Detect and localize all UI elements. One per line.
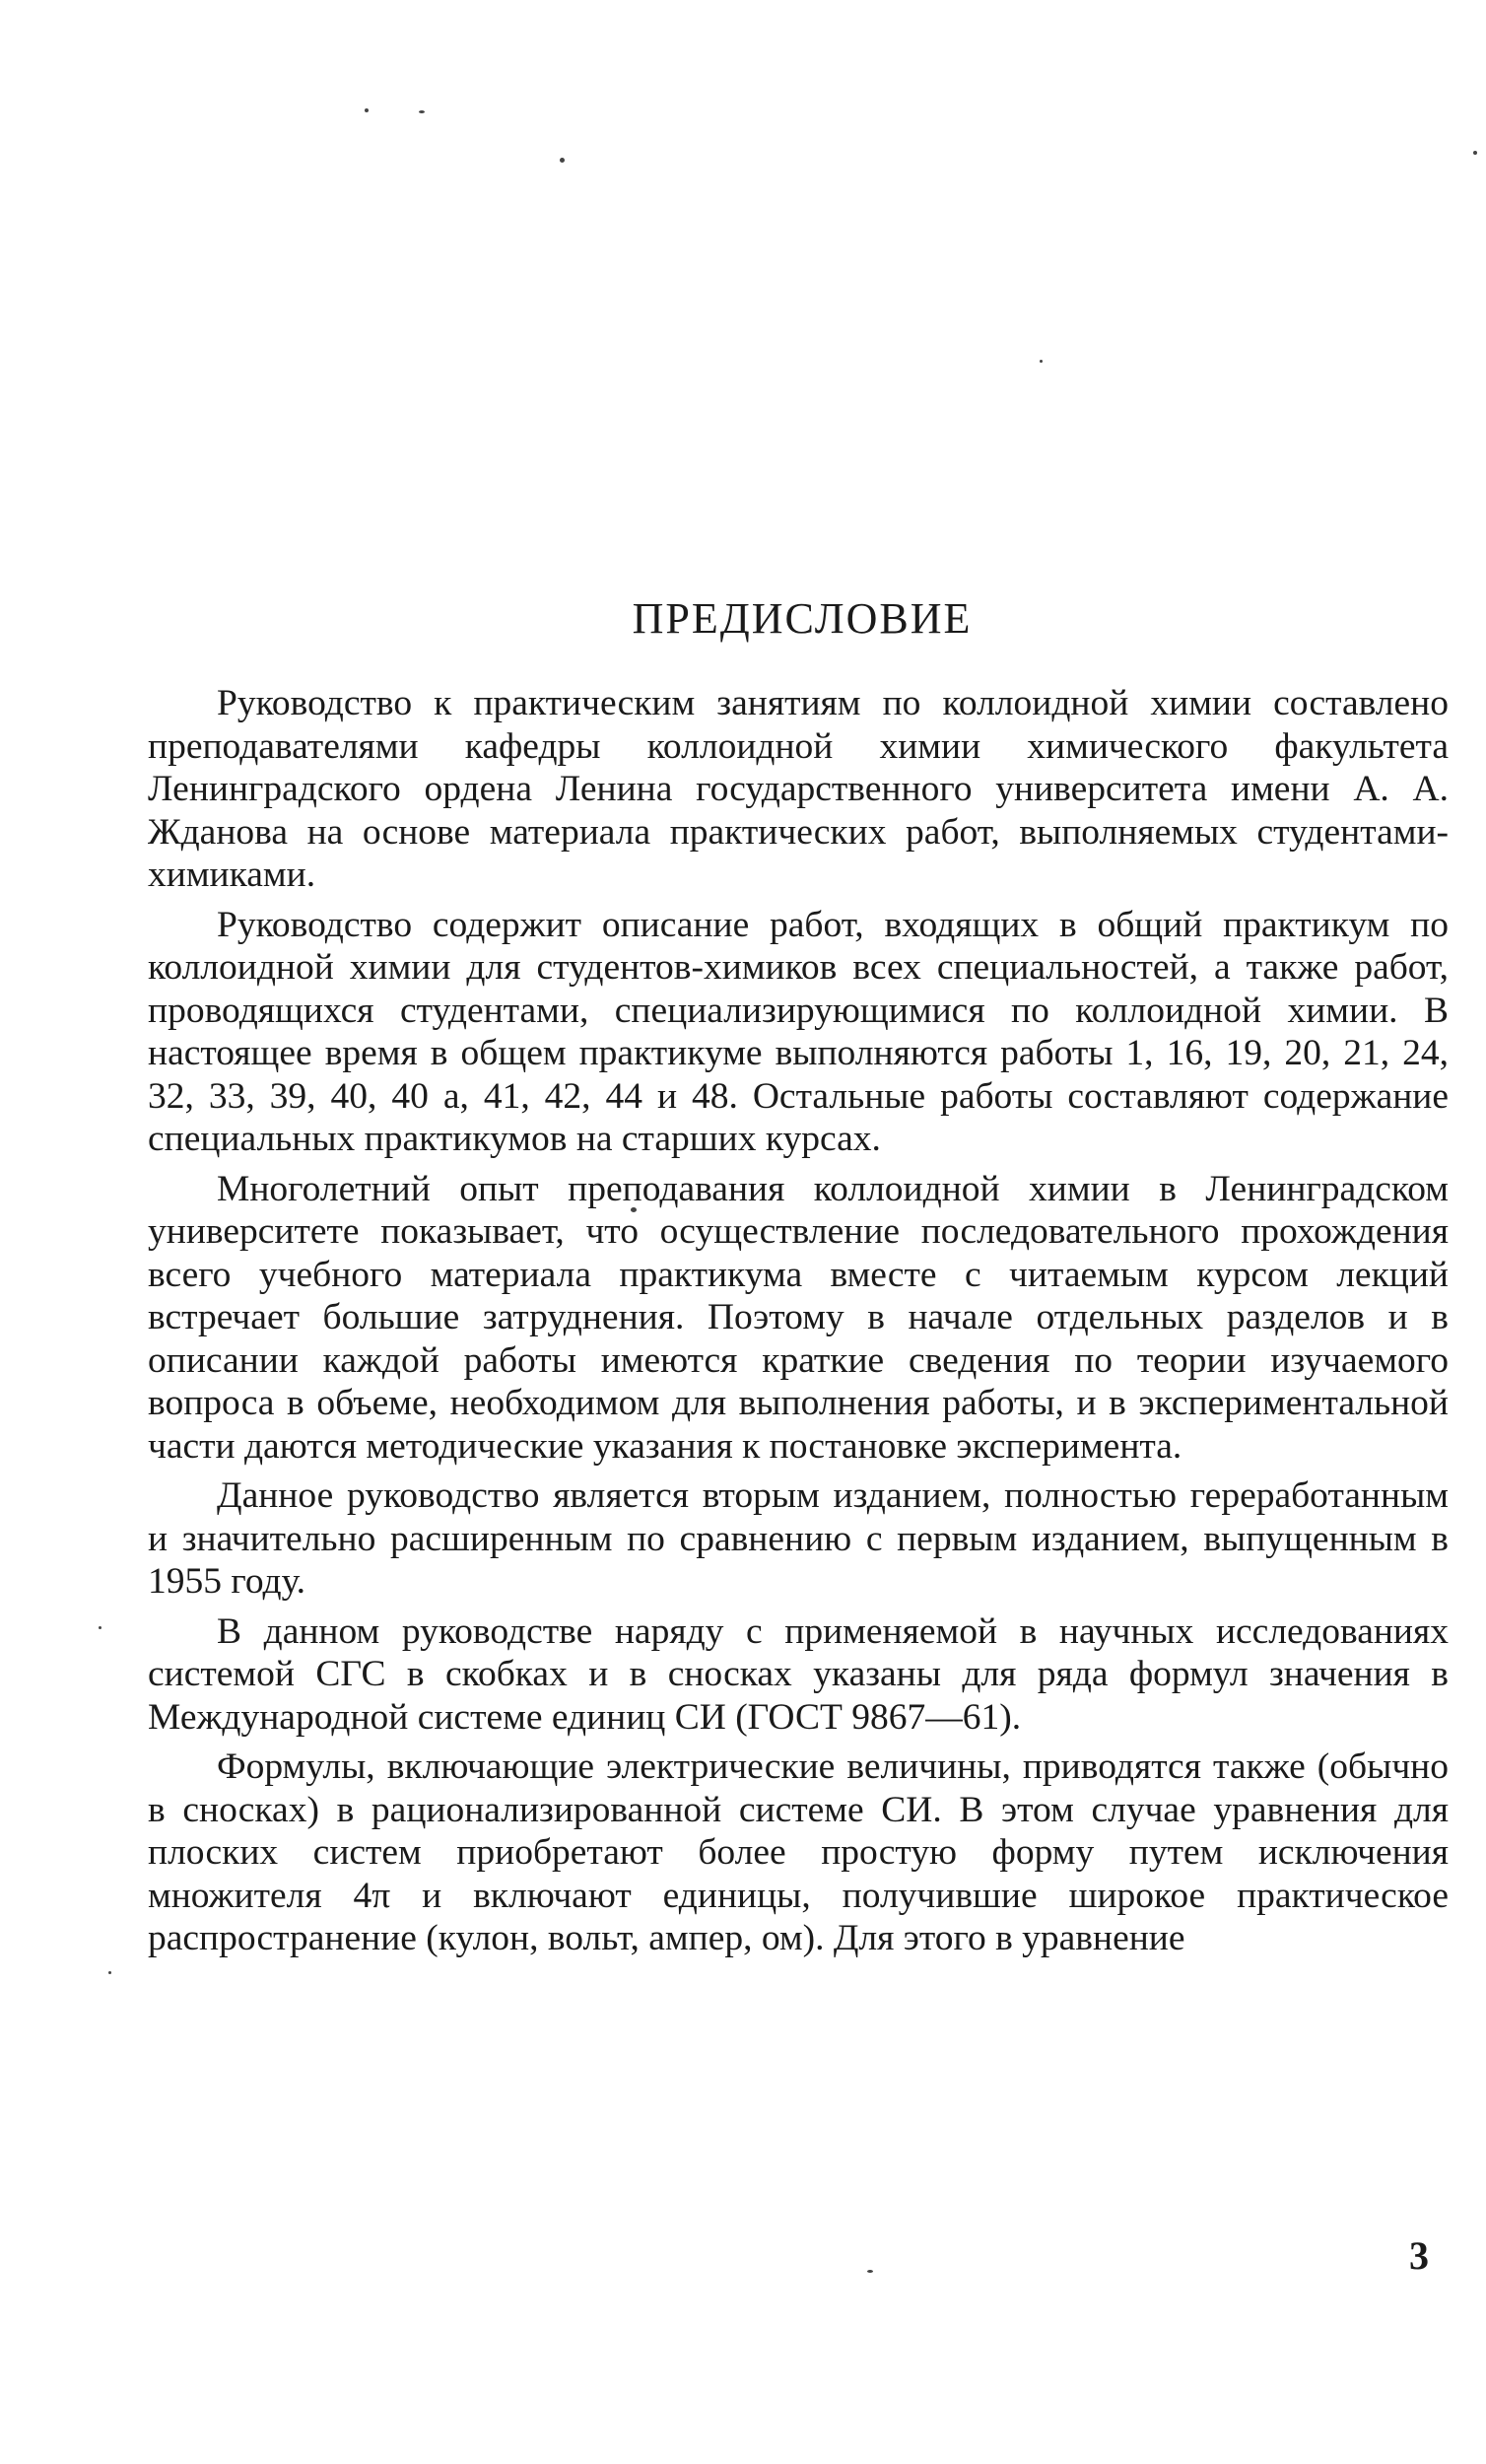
body-text bbox=[148, 682, 1449, 1967]
paragraph-1: Руководство к практическим занятиям по коллоидной химии составлено преподавателями кафедры коллоидной химии химического факультета Ленинградского ордена Ленина государственного университета имени А. А. Жданова на основе материала практических работ, выполняемых студентами-химиками. bbox=[148, 683, 1449, 895]
scan-speck bbox=[867, 2270, 873, 2273]
scan-speck bbox=[99, 1626, 101, 1629]
scan-speck bbox=[365, 108, 369, 112]
page-title: ПРЕДИСЛОВИЕ bbox=[632, 594, 973, 643]
scan-speck bbox=[1040, 360, 1043, 363]
page-number: 3 bbox=[1409, 2233, 1429, 2278]
scan-speck bbox=[560, 158, 565, 163]
scan-speck bbox=[419, 110, 425, 113]
scan-speck bbox=[1473, 151, 1477, 155]
paragraph-5: В данном руководстве наряду с применяемой в научных исследованиях системой СГС в скобках и в сносках указаны для ряда формул значения в Международной системе единиц СИ (ГОСТ 9867—61). bbox=[148, 1610, 1449, 1738]
scan-speck bbox=[108, 1971, 111, 1974]
paragraph-4: Данное руководство является вторым изданием, полностью гереработанным и значительно расширенным по сравнению с первым изданием, выпущенным в 1955 году. bbox=[148, 1475, 1449, 1602]
paragraph-2: Руководство содержит описание работ, входящих в общий практикум по коллоидной химии для студентов-химиков всех специальностей, а также работ, проводящихся студентами, специализирующимися по коллоидной химии. В настоящее время в общем практикуме выполняются работы 1, 16, 19, 20, 21, 24, 32, 33, 39, 40, 40 а, 41, 42, 44 и 48. Остальные работы составляют содержание специальных практикумов на старших курсах. bbox=[148, 904, 1449, 1159]
paragraph-3: Многолетний опыт преподавания коллоидной химии в Ленинградском университете показывает, что осуществление последовательного прохождения всего учебного материала практикума вместе с читаемым курсом лекций встречает большие затруднения. Поэтому в начале отдельных разделов и в описании каждой работы имеются краткие сведения по теории изучаемого вопроса в объеме, необходимом для выполнения работы, и в экспериментальной части даются методические указания к постановке эксперимента. bbox=[148, 1168, 1449, 1467]
paragraph-6: Формулы, включающие электрические величины, приводятся также (обычно в сносках) в рационализированной системе СИ. В этом случае уравнения для плоских систем приобретают более простую форму путем исключения множителя 4π и включают единицы, получившие широкое практическое распространение (кулон, вольт, ампер, ом). Для этого в уравнение bbox=[148, 1746, 1449, 1958]
